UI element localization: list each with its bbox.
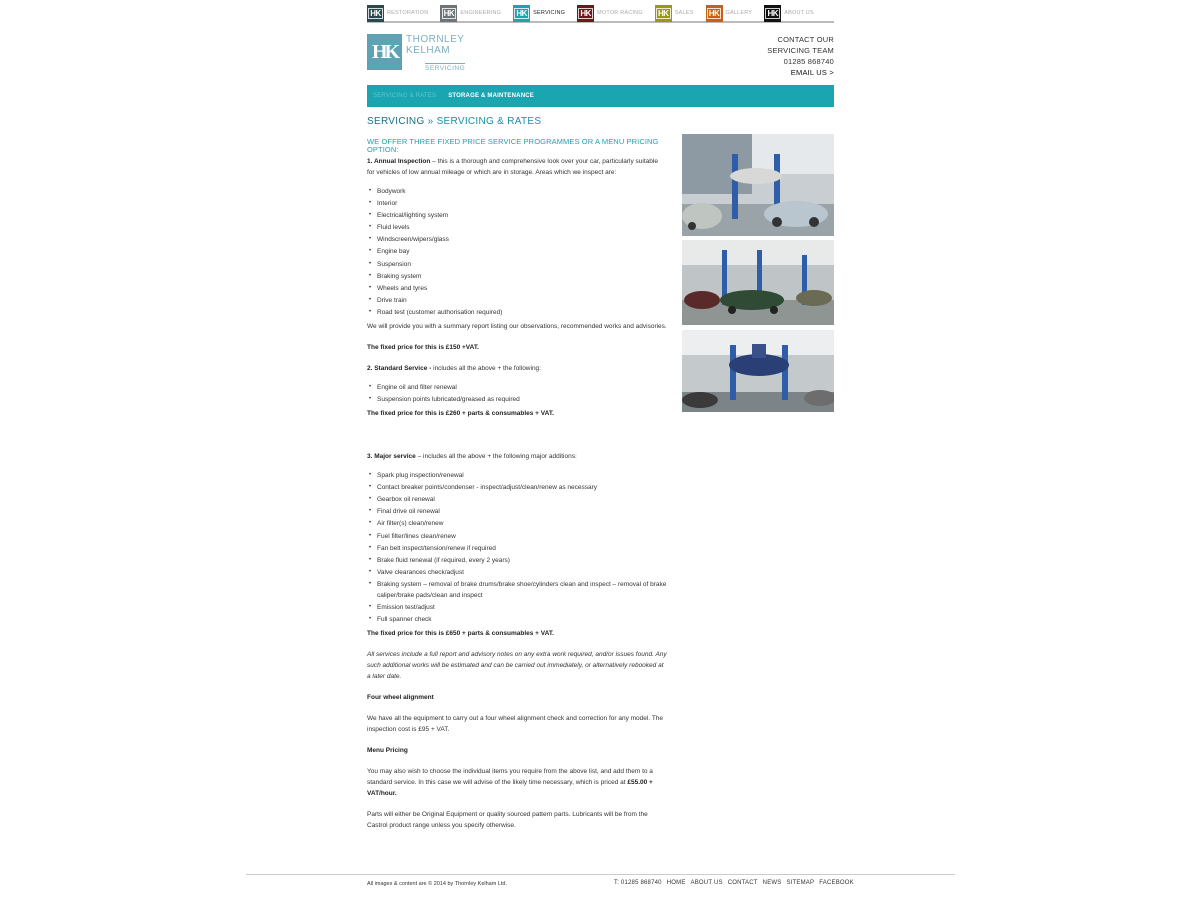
standard-service-text: includes all the above + the following: bbox=[431, 364, 541, 372]
workshop-photo-2[interactable] bbox=[682, 240, 834, 325]
list-item: • Fan belt inspect/tension/renew if required bbox=[377, 543, 667, 554]
list-item: • Air filter(s) clean/renew bbox=[377, 518, 667, 529]
topnav-item-restoration[interactable] bbox=[367, 5, 428, 22]
topnav-tk-mark-icon: HK bbox=[764, 5, 781, 22]
list-item: • Engine bay bbox=[377, 246, 667, 257]
list-item: • Fuel filter/lines clean/renew bbox=[377, 531, 667, 542]
list-item: • Spark plug inspection/renewal bbox=[377, 470, 667, 481]
major-service-text: – includes all the above + the following major additions: bbox=[415, 453, 577, 461]
list-item: • Suspension bbox=[377, 259, 667, 270]
standard-service-list bbox=[377, 382, 667, 405]
services-note: All services include a full report and advisory notes on any extra work required, and/or issues found. Any such additional works will be estimated and can be carried out immediately, or alternatively rebooked at a later date. bbox=[367, 651, 667, 681]
list-item: • Suspension points lubricated/greased as required bbox=[377, 394, 667, 405]
topnav-tk-mark-icon: HK bbox=[440, 5, 457, 22]
topnav-tk-mark-icon: HK bbox=[577, 5, 594, 22]
logo-line2: KELHAM bbox=[406, 45, 451, 56]
topnav-tk-mark-icon: HK bbox=[513, 5, 530, 22]
menu-pricing-title: Menu Pricing bbox=[367, 747, 408, 755]
list-item: • Braking system bbox=[377, 271, 667, 282]
topnav-item-label: ENGINEERING bbox=[460, 10, 502, 16]
footer-divider bbox=[246, 874, 955, 875]
contact-line1: CONTACT OUR bbox=[777, 35, 834, 44]
annual-price-paragraph bbox=[367, 342, 667, 353]
subnav-storage-maintenance[interactable]: STORAGE & MAINTENANCE bbox=[448, 93, 534, 99]
topnav-item-motor-racing[interactable] bbox=[577, 5, 643, 22]
topnav-item-label: MOTOR RACING bbox=[597, 10, 643, 16]
workshop-photo-3[interactable] bbox=[682, 330, 834, 412]
list-item: • Full spanner check bbox=[377, 614, 667, 625]
footer-link-sitemap[interactable]: SITEMAP bbox=[786, 880, 815, 886]
major-price-paragraph bbox=[367, 628, 667, 639]
major-service-paragraph bbox=[367, 451, 667, 462]
list-item: • Final drive oil renewal bbox=[377, 506, 667, 517]
annual-report-text: We will provide you with a summary report listing our observations, recommended works and advisories. bbox=[367, 322, 667, 330]
menu-pricing-paragraph bbox=[367, 766, 667, 799]
menu-pricing-title-paragraph bbox=[367, 745, 667, 756]
logo-line1: THORNLEY bbox=[406, 34, 465, 45]
list-item: • Fluid levels bbox=[377, 222, 667, 233]
parts-text: Parts will either be Original Equipment or quality sourced pattern parts. Lubricants will be from the Castrol product range unless you specify otherwise. bbox=[367, 811, 648, 830]
breadcrumb-page: SERVICING & RATES bbox=[436, 116, 542, 127]
topnav-item-engineering[interactable] bbox=[440, 5, 501, 22]
topnav-tk-mark-icon: HK bbox=[367, 5, 384, 22]
topnav-item-label: SALES bbox=[674, 10, 694, 16]
standard-price-paragraph bbox=[367, 408, 667, 419]
standard-service-title: 2. Standard Service - bbox=[367, 364, 432, 372]
contact-block bbox=[767, 34, 834, 78]
topnav-item-sales[interactable] bbox=[655, 5, 694, 22]
intro-heading: WE OFFER THREE FIXED PRICE SERVICE PROGRAMMES OR A MENU PRICING OPTION: bbox=[367, 137, 659, 154]
list-item: • Valve clearances check/adjust bbox=[377, 567, 667, 578]
topnav-item-label: GALLERY bbox=[725, 10, 753, 16]
menu-pricing-rate: £55.00 + VAT/hour. bbox=[367, 779, 653, 798]
footer-copyright: All images & content are © 2014 by Thornley Kelham Ltd. bbox=[367, 881, 508, 887]
contact-line2: SERVICING TEAM bbox=[767, 46, 834, 55]
standard-price: The fixed price for this is £260 + parts & consumables + VAT. bbox=[367, 410, 554, 418]
main-content bbox=[367, 138, 667, 831]
footer-link-contact[interactable]: CONTACT bbox=[727, 880, 758, 886]
annual-inspection-text: – this is a thorough and comprehensive look over your car, particularly suitable for vehicles of low annual mileage or which are in storage. Areas which we inspect are: bbox=[367, 158, 658, 176]
alignment-title-paragraph bbox=[367, 692, 667, 703]
major-service-title: 3. Major service bbox=[367, 453, 416, 461]
top-navigation bbox=[367, 5, 834, 22]
topnav-item-about-us[interactable] bbox=[764, 5, 814, 22]
list-item: • Windscreen/wipers/glass bbox=[377, 234, 667, 245]
footer-link-facebook[interactable]: FACEBOOK bbox=[819, 880, 854, 886]
footer-link-home[interactable]: HOME bbox=[666, 880, 686, 886]
logo-subtitle: SERVICING bbox=[425, 65, 466, 72]
sub-navigation bbox=[367, 85, 834, 107]
alignment-title: Four wheel alignment bbox=[367, 694, 434, 702]
topnav-item-gallery[interactable] bbox=[706, 5, 753, 22]
subnav-servicing-rates[interactable]: SERVICING & RATES bbox=[373, 93, 437, 99]
list-item: • Electrical/lighting system bbox=[377, 210, 667, 221]
logo-name bbox=[406, 34, 464, 56]
list-item: • Road test (customer authorisation required) bbox=[377, 307, 667, 318]
footer-phone: T: 01285 868740 bbox=[614, 880, 662, 886]
breadcrumb-separator: » bbox=[424, 116, 437, 127]
annual-inspection-paragraph bbox=[367, 156, 667, 178]
site-logo[interactable] bbox=[367, 34, 487, 74]
breadcrumb-section[interactable]: SERVICING bbox=[367, 116, 425, 127]
page-title bbox=[367, 116, 541, 127]
annual-inspection-list bbox=[377, 186, 667, 318]
topnav-item-label: ABOUT US bbox=[784, 10, 814, 16]
topnav-tk-mark-icon: HK bbox=[706, 5, 723, 22]
topnav-tk-mark-icon: HK bbox=[655, 5, 672, 22]
contact-phone: 01285 868740 bbox=[783, 57, 834, 66]
tk-logo-mark-icon: HK bbox=[367, 34, 402, 70]
list-item: • Brake fluid renewal (if required, every 2 years) bbox=[377, 555, 667, 566]
annual-price: The fixed price for this is £150 +VAT. bbox=[367, 343, 479, 351]
footer-links bbox=[614, 880, 859, 886]
footer-link-news[interactable]: NEWS bbox=[762, 880, 782, 886]
footer-link-about-us[interactable]: ABOUT US bbox=[690, 880, 723, 886]
major-service-list bbox=[377, 470, 667, 625]
list-item: • Drive train bbox=[377, 295, 667, 306]
annual-inspection-title: 1. Annual Inspection bbox=[367, 158, 431, 165]
list-item: • Bodywork bbox=[377, 186, 667, 197]
list-item: • Wheels and tyres bbox=[377, 283, 667, 294]
major-price: The fixed price for this is £650 + parts & consumables + VAT. bbox=[367, 630, 554, 638]
menu-pricing-text: You may also wish to choose the individual items you require from the above list, and add them to a standard service. In this case we will advise of the likely time necessary, which is priced at bbox=[367, 768, 653, 787]
topnav-item-label: SERVICING bbox=[533, 10, 566, 16]
alignment-text: We have all the equipment to carry out a four wheel alignment check and correction for any model. The inspection cost is £95 + VAT. bbox=[367, 715, 664, 734]
list-item: • Emission test/adjust bbox=[377, 602, 667, 613]
list-item: • Interior bbox=[377, 198, 667, 209]
topnav-item-servicing[interactable] bbox=[513, 5, 565, 22]
list-item: • Engine oil and filter renewal bbox=[377, 382, 667, 393]
top-navigation-divider bbox=[367, 22, 834, 23]
email-us-link[interactable]: EMAIL US > bbox=[790, 68, 834, 77]
topnav-item-label: RESTORATION bbox=[387, 10, 429, 16]
list-item: • Braking system – removal of brake drums/brake shoe/cylinders clean and inspect – removal of brake caliper/brake pads/clean and inspect bbox=[377, 579, 667, 601]
workshop-photo-1[interactable] bbox=[682, 134, 834, 236]
list-item: • Gearbox oil renewal bbox=[377, 494, 667, 505]
standard-service-paragraph bbox=[367, 363, 667, 374]
list-item: • Contact breaker points/condenser - inspect/adjust/clean/renew as necessary bbox=[377, 482, 667, 493]
